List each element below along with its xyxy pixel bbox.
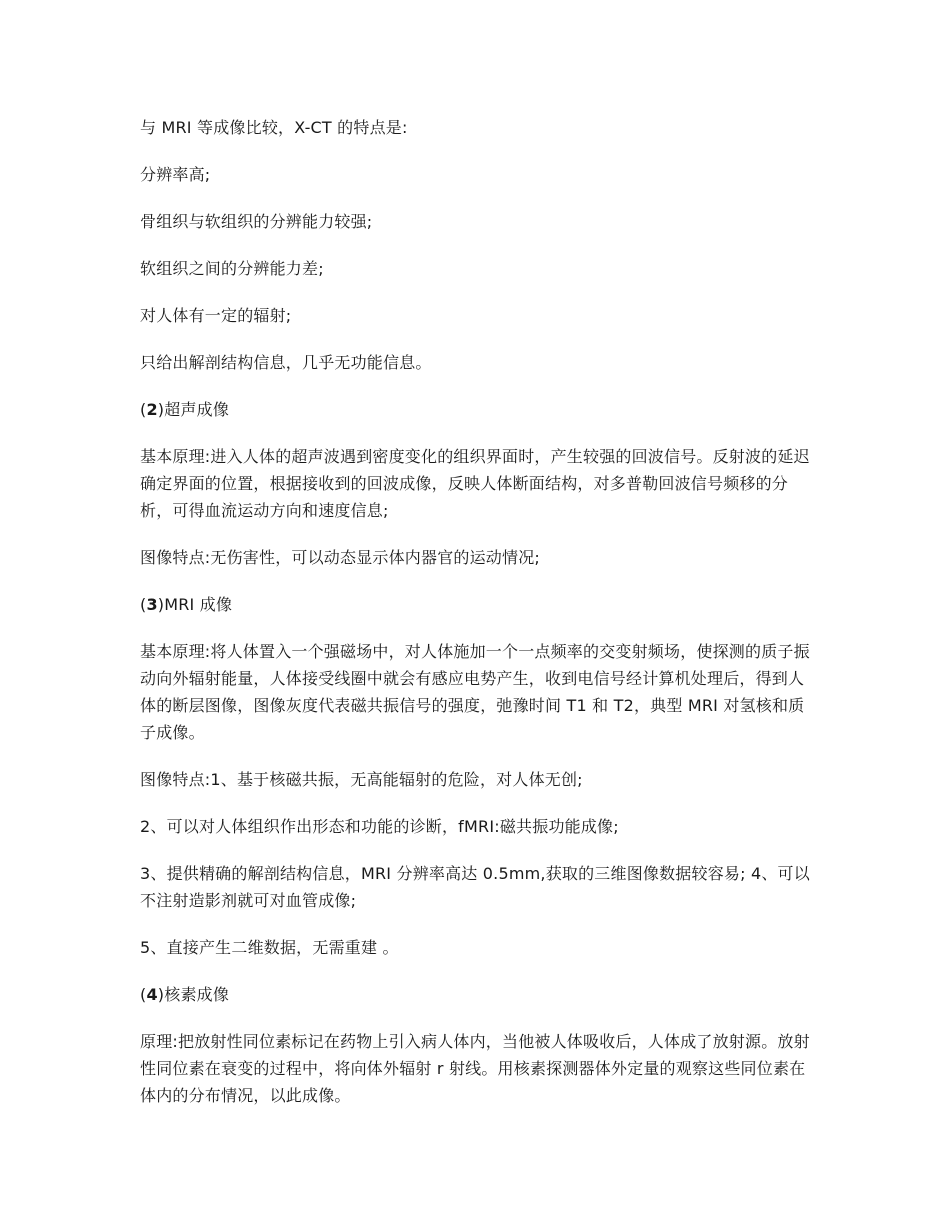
paragraph-ultrasound-principle: 基本原理:进入人体的超声波遇到密度变化的组织界面时，产生较强的回波信号。反射波的延迟确定界面的位置，根据接收到的回波成像，反映人体断面结构，对多普勒回波信号频移的分析，可得血流运动方向和速度信息; <box>140 447 810 520</box>
paragraph-mri-feature-5: 5、直接产生二维数据，无需重建 。 <box>140 938 399 957</box>
heading-number: 4 <box>146 985 158 1004</box>
paragraph-point-radiation: 对人体有一定的辐射; <box>140 306 292 325</box>
heading-nuclear <box>140 981 812 1008</box>
heading-prefix: ( <box>140 400 147 419</box>
heading-number: 2 <box>146 400 158 419</box>
paragraph-ultrasound-features: 图像特点:无伤害性，可以动态显示体内器官的运动情况; <box>140 548 540 567</box>
paragraph-mri-feature-1: 图像特点:1、基于核磁共振，无高能辐射的危险，对人体无创; <box>140 770 583 789</box>
heading-title: )核素成像 <box>157 985 230 1004</box>
heading-number: 3 <box>146 595 158 614</box>
heading-title: )MRI 成像 <box>157 595 233 614</box>
paragraph-point-resolution: 分辨率高; <box>140 165 211 184</box>
paragraph-intro: 与 MRI 等成像比较，X-CT 的特点是: <box>140 118 408 137</box>
paragraph-mri-feature-2: 2、可以对人体组织作出形态和功能的诊断，fMRI:磁共振功能成像; <box>140 817 619 836</box>
paragraph-point-bone-soft: 骨组织与软组织的分辨能力较强; <box>140 212 373 231</box>
document-body <box>140 114 812 1129</box>
paragraph-nuclear-principle: 原理:把放射性同位素标记在药物上引入病人体内，当他被人体吸收后，人体成了放射源。放射性同位素在衰变的过程中，将向体外辐射 r 射线。用核素探测器体外定量的观察这些同位素在体内的分布情况，以此成像。 <box>140 1032 810 1105</box>
heading-mri <box>140 591 812 618</box>
paragraph-point-anatomy: 只给出解剖结构信息，几乎无功能信息。 <box>140 353 432 372</box>
paragraph-mri-feature-3-4: 3、提供精确的解剖结构信息，MRI 分辨率高达 0.5mm,获取的三维图像数据较容易; 4、可以不注射造影剂就可对血管成像; <box>140 864 810 910</box>
heading-prefix: ( <box>140 985 147 1004</box>
paragraph-mri-principle: 基本原理:将人体置入一个强磁场中，对人体施加一个一点频率的交变射频场，使探测的质子振动向外辐射能量，人体接受线圈中就会有感应电势产生，收到电信号经计算机处理后，得到人体的断层图像，图像灰度代表磁共振信号的强度，弛豫时间 T1 和 T2，典型 MRI 对氢核和质子成像。 <box>140 642 810 742</box>
heading-ultrasound <box>140 396 812 423</box>
heading-prefix: ( <box>140 595 147 614</box>
heading-title: )超声成像 <box>157 400 230 419</box>
paragraph-point-soft-soft: 软组织之间的分辨能力差; <box>140 259 324 278</box>
